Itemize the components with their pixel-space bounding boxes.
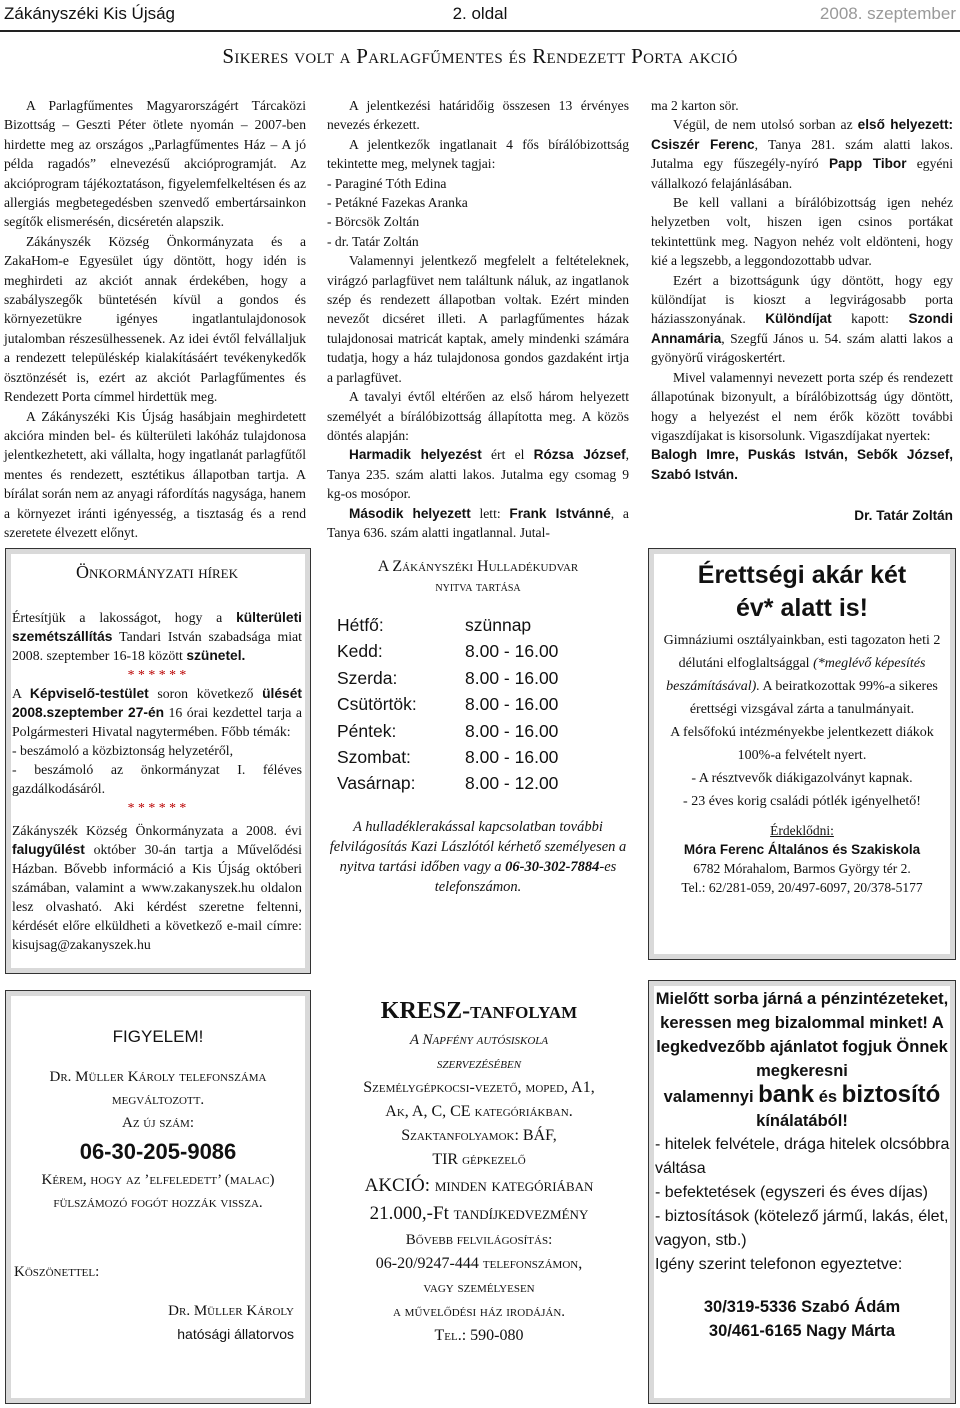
school-phone: Tel.: 62/281-059, 20/497-6097, 20/378-5177 <box>681 880 923 895</box>
article-column-2 <box>327 96 629 542</box>
info-text: A beiratkozottak 99%-a sikeres érettségi vizsgával zárta a tanulmányait. <box>689 679 938 717</box>
consolation-names: Balogh Imre, Puskás István, Sebők József, Szabó István. <box>651 447 953 482</box>
info-text: Gimnáziumi osztályainkban, esti tagozaton heti 2 délutáni elfoglaltsággal <box>663 633 941 671</box>
notice-line: fülszámozó fogót hozzák vissza. <box>53 1195 263 1211</box>
vet-title: hatósági állatorvos <box>177 1326 294 1342</box>
hours-row <box>337 718 629 744</box>
municipal-news-title: Önkormányzati hírek <box>76 562 238 582</box>
day-label: Csütörtök: <box>337 694 417 715</box>
hours-row <box>337 744 629 770</box>
connector-text: lett: <box>470 505 510 521</box>
second-place-label: Második helyezett <box>349 505 471 521</box>
hours-row <box>337 770 629 796</box>
separator-stars: * * * * * * <box>127 667 187 682</box>
graduation-ad-box <box>648 548 956 960</box>
notice-line: Kérem, hogy az ’elfeledett’ (malac) <box>41 1172 275 1188</box>
news-text: Zákányszék Község Önkormányzata a 2008. évi <box>12 823 302 838</box>
new-phone-number: 06-30-205-9086 <box>79 1139 237 1164</box>
page-header <box>0 0 960 32</box>
appointment-text: Igény szerint telefonon egyeztetve: <box>655 1256 903 1273</box>
driving-course-title <box>327 994 631 1028</box>
service-item: - hitelek felvétele, drága hitelek olcsóbbra váltása <box>655 1136 950 1177</box>
article-paragraph: Valamennyi jelentkező megfelelt a feltételeknek, virágzó parlagfüvet nem találtunk náluk, az ingatlanok szép és rendezett állapotban voltak. Ezért minden nevezőt dicséret illeti. A parlagfűmentes házak tulajdonosai matricát kaptak, amely mindenki számára tudatja, hogy a ház tulajdonosa gondos gazdaként irtja a parlagfüvet. <box>327 253 629 385</box>
waste-yard-note <box>327 817 629 897</box>
special-prize-label: Különdíjat <box>765 311 832 327</box>
first-place-end: egyéni vállalkozó felajánlásában. <box>651 156 954 191</box>
second-place <box>327 504 629 543</box>
news-highlight: Képviselő-testület <box>29 686 149 701</box>
publication-name: Zákányszéki Kis Újság <box>4 4 176 23</box>
service-item: - biztosítások (kötelező jármű, lakás, élet, vagyon, stb.) <box>655 1208 949 1249</box>
issue-date: 2008. szeptember <box>819 4 956 23</box>
service-item: - befektetések (egyszeri és éves díjas) <box>655 1184 929 1201</box>
course-line: szervezésében <box>436 1056 522 1072</box>
bank-intro: Mielőtt sorba járná a pénzintézeteket, keressen meg bizalommal minket! A legkedvezőbb ajánlatot fogjuk Önnek megkeresni <box>655 990 949 1080</box>
news-item-council <box>12 684 302 741</box>
promo-text: minden kategóriában <box>434 1175 594 1196</box>
school-address: 6782 Mórahalom, Barmos György tér 2. <box>693 861 911 876</box>
page-number: 2. oldal <box>452 4 508 23</box>
news-text: 16 órai kezdettel tarja a Polgármesteri Hivatal nagytermében. Főbb témák: <box>12 705 302 739</box>
time-value: 8.00 - 16.00 <box>465 667 559 688</box>
graduation-info <box>657 629 947 721</box>
news-item-waste <box>12 608 302 665</box>
headline-insurance: biztosító <box>841 1081 941 1108</box>
time-value: 8.00 - 16.00 <box>465 747 559 768</box>
course-tel: Tel.: 590-080 <box>434 1327 524 1344</box>
contact-phone: 06-30-302-7884 <box>505 858 600 875</box>
news-highlight: külterületi szemétszállítás <box>12 610 302 644</box>
waste-yard-section <box>327 556 629 897</box>
topic-item: - beszámoló a közbiztonság helyzetéről, <box>12 743 234 758</box>
first-place <box>651 115 953 193</box>
separator-stars: * * * * * * <box>127 800 187 815</box>
course-line: A Napfény autósiskola <box>409 1032 549 1048</box>
day-label: Hétfő: <box>337 615 384 635</box>
signature-name: Dr. Tatár Zoltán <box>854 508 953 524</box>
second-place-name: Frank Istvánné <box>509 505 611 521</box>
special-prize <box>651 271 953 368</box>
course-line: Szaktanfolyamok: BÁF, <box>401 1127 557 1144</box>
day-label: Kedd: <box>337 641 383 662</box>
headline-text: valamennyi <box>663 1088 759 1106</box>
thanks-label: Köszönettel: <box>14 1264 100 1280</box>
day-label: Vasárnap: <box>337 773 416 794</box>
graduation-title-2: év* alatt is! <box>735 594 868 622</box>
course-line: a művelődési ház irodáján. <box>392 1304 566 1320</box>
waste-yard-subtitle: nyitva tartása <box>435 580 521 595</box>
time-value: szünnap <box>465 615 532 635</box>
day-label: Szerda: <box>337 667 398 688</box>
article-signature <box>651 506 953 525</box>
article-paragraph: Mivel valamennyi nevezett porta szép és rendezett állapotúnak bizonyult, a bírálóbizottság úgy döntött, hogy a helyezést el nem érők között további vigaszdíjakat is kisorsolunk. Vigaszdíjakat nyertek: <box>651 369 953 443</box>
bank-offer: kínálatából! <box>756 1112 848 1130</box>
news-highlight: ülését 2008.szeptember 27-én <box>12 686 302 720</box>
notice-title: FIGYELEM! <box>112 1027 204 1046</box>
phone-text: telefonszámon, <box>478 1255 583 1272</box>
vet-name: Dr. Müller Károly <box>168 1303 294 1319</box>
day-label: Péntek: <box>337 720 397 741</box>
notice-line: Dr. Müller Károly telefonszáma <box>49 1069 267 1085</box>
connector-text: kapott: <box>831 311 909 327</box>
bank-headline <box>653 1083 951 1109</box>
article-paragraph: Zákányszék Község Önkormányzata és a ZakaHom-e Egyesület úgy döntött, hogy idén is meghirdeti az akciót annak érdekében, hogy a szabályszegők büntetésén kívül a gondos és környezetükre igényes ingatlantulajdonosok jutalomban részesülhessenek. Az idei évtől felvállaljuk a rendezett településkép kialakításáért tevékenykedők ösztönzését is, ezért az akciót Parlagfűmentes és Rendezett Porta címmel hirdettük meg. <box>4 233 306 405</box>
promo-label: AKCIÓ: <box>364 1175 435 1196</box>
driving-course-ad <box>327 994 631 1348</box>
news-text: A <box>12 686 30 701</box>
article-paragraph: A jelentkezők ingatlanait 4 fős bírálóbizottság tekintette meg, melynek tagjai: <box>327 136 629 172</box>
connector-text: ért el <box>481 447 534 463</box>
article-paragraph: A tavalyi évtől eltérően az első három helyezett személyét a bírálóbizottság állapította meg. A közös döntés alapján: <box>327 389 629 443</box>
article-title: Sikeres volt a Parlagfűmentes és Rendezett Porta akció <box>222 44 738 68</box>
course-line: Ak, A, C, CE kategóriákban. <box>385 1103 573 1120</box>
time-value: 8.00 - 16.00 <box>465 641 559 662</box>
news-highlight: szünetel. <box>186 648 246 663</box>
discount-text: tandíjkedvezmény <box>448 1203 589 1224</box>
note-text: -es telefonszámon. <box>434 858 617 895</box>
day-label: Szombat: <box>337 747 411 768</box>
time-value: 8.00 - 16.00 <box>465 694 559 715</box>
hours-row <box>337 691 629 717</box>
course-line: Bővebb felvilágosítás: <box>405 1232 553 1248</box>
contact-person: 30/319-5336 Szabó Ádám <box>703 1298 901 1316</box>
article-paragraph: ma 2 karton sör. <box>651 98 739 113</box>
jury-member: - dr. Tatár Zoltán <box>327 233 419 249</box>
notice-line: Az új szám: <box>121 1115 194 1131</box>
special-prize-intro: Ezért a bizottságunk úgy döntött, hogy egy különdíjat is kioszt a legvirágosabb porta háziasszonyának. <box>651 272 953 327</box>
special-prize-details: , Szegfű János u. 54. szám alatti lakos a gyönyörű virágoskertért. <box>651 330 953 366</box>
third-place-details: , Tanya 235. szám alatti lakos. Jutalma egy csomag 9 kg-os mosópor. <box>327 447 630 502</box>
consolation-winners <box>651 445 953 484</box>
course-line: vagy személyesen <box>423 1280 535 1296</box>
news-text: Értesítjük a lakosságot, hogy a <box>12 610 237 625</box>
school-name: Móra Ferenc Általános és Szakiskola <box>683 842 921 857</box>
article-paragraph: A jelentkezési határidőig összesen 13 érvényes nevezés érkezett. <box>327 98 629 133</box>
bank-ad-box <box>648 980 956 1404</box>
course-line: TIR gépkezelő <box>432 1151 526 1168</box>
contact-label: Érdeklődni: <box>770 823 834 838</box>
article-paragraph: A Zákányszéki Kis Újság hasábjain meghirdetett akcióra minden bel- és külterületi lakóház tulajdonosa jelentkezhetett, aki vállalta, hogy ingatlanát parlagfűtől mentes és rendezett, esztétikus állapotban tartja. A bírálat során nem az anyagi ráfordítás nagysága, hanem a környezet iránti igényesség, a tisztaság és a rend szeretete élvezett előnyt. <box>4 408 306 540</box>
news-text: soron következő <box>148 686 263 701</box>
third-place-name: Rózsa József <box>533 447 626 463</box>
time-value: 8.00 - 16.00 <box>465 720 559 741</box>
municipal-news-box <box>5 548 311 974</box>
first-place-name: első helyezett: Csiszér Ferenc <box>651 117 953 152</box>
article-paragraph: A Parlagfűmentes Magyarországért Tárcaközi Bizottság – Geszti Péter ötlete nyomán – 2007-ben hirdette meg az országos „Parlagfűmentes Ház – A jó példa ragadós” elnevezésű akcióprogramját. Az akcióprogram tájékoztatáson, figyelemfelkeltésen és az allergiás megbetegedésben szenvedő embertársainkon segítők elismerésén, dicséretén alapszik. <box>4 98 306 230</box>
promo-discount <box>327 1200 631 1228</box>
article-column-3 <box>651 96 953 526</box>
third-place-label: Harmadik helyezést <box>349 447 482 463</box>
jury-member: - Petákné Fazekas Aranka <box>327 195 468 211</box>
headline-text: és <box>814 1088 842 1106</box>
topic-item: - beszámoló az önkormányzat I. féléves gazdálkodásáról. <box>12 762 302 796</box>
sponsor-name: Papp Tibor <box>828 156 907 172</box>
note-text: A hulladéklerakással kapcsolatban további felvilágosítás Kazi Lászlótól kérhető személyesen a nyitva tartási időben vagy a <box>329 818 627 875</box>
news-text: Tandari István szabadsága miat 2008. szeptember 16-18 között <box>12 629 302 663</box>
jury-member: - Börcsök Zoltán <box>327 214 420 230</box>
title-course: -tanfolyam <box>462 998 578 1024</box>
notice-box <box>5 990 311 1404</box>
notice-line: megváltozott. <box>111 1092 205 1108</box>
news-text: október 30-án tartja a Művelődési Házban. Bővebb információ a Kis Újság októberi számában, valamint a www.zakanyszek.hu oldalon lesz olvasható. Aki kérdést szeretne feltenni, kérdését előre elküldheti a következő e-mail címre: kisujsag@zakanyszek.hu <box>12 842 302 952</box>
phone-number: 06-20/9247-444 <box>375 1255 479 1272</box>
hours-row <box>337 665 629 691</box>
contact-person: 30/461-6165 Nagy Márta <box>708 1322 896 1340</box>
article-column-1 <box>4 96 306 542</box>
discount-amount: 21.000,-Ft <box>369 1203 449 1224</box>
headline-bank: bank <box>758 1081 815 1108</box>
hours-row <box>337 612 629 638</box>
promo-line <box>327 1172 631 1200</box>
jury-member: - Paraginé Tóth Edina <box>327 175 447 191</box>
course-phone <box>327 1252 631 1276</box>
first-place-intro: Végül, de nem utolsó sorban az <box>673 117 858 133</box>
news-item-village-meeting <box>12 821 302 954</box>
second-place-details: , a Tanya 636. szám alatti ingatlannal. Jutal- <box>327 505 629 540</box>
hours-row <box>337 638 629 664</box>
graduation-info: A felsőfokú intézményekbe jelentkezett diákok 100%-a felvételt nyert. <box>670 725 934 763</box>
time-value: 8.00 - 12.00 <box>465 773 559 794</box>
course-line: Személygépkocsi-vezető, moped, A1, <box>363 1079 595 1096</box>
title-kresz: KRESZ <box>380 998 463 1024</box>
article-paragraph: Be kell vallani a bírálóbizottság igen nehéz helyzetben volt, hiszen igen csinos portákat tekintettünk meg. Nagyon nehéz volt eldönteni, hogy kié a legszebb, a leggondozottabb udvar. <box>651 195 953 269</box>
graduation-info: - 23 éves korig családi pótlék igényelhető! <box>683 794 921 809</box>
waste-yard-title: A Zákányszéki Hulladékudvar <box>377 558 579 575</box>
special-prize-name: Szondi Annamária <box>651 311 953 346</box>
third-place <box>327 445 629 503</box>
graduation-info: - A résztvevők diákigazolványt kapnak. <box>691 771 913 786</box>
info-note: (*meglévő képesítés beszámításával). <box>666 656 926 694</box>
graduation-title: Érettségi akár két <box>697 561 907 589</box>
opening-hours-table <box>337 612 629 797</box>
news-highlight: falugyűlést <box>12 842 85 857</box>
first-place-details: , Tanya 281. szám alatti lakos. Jutalma egy fűszegély-nyíró <box>651 136 953 172</box>
